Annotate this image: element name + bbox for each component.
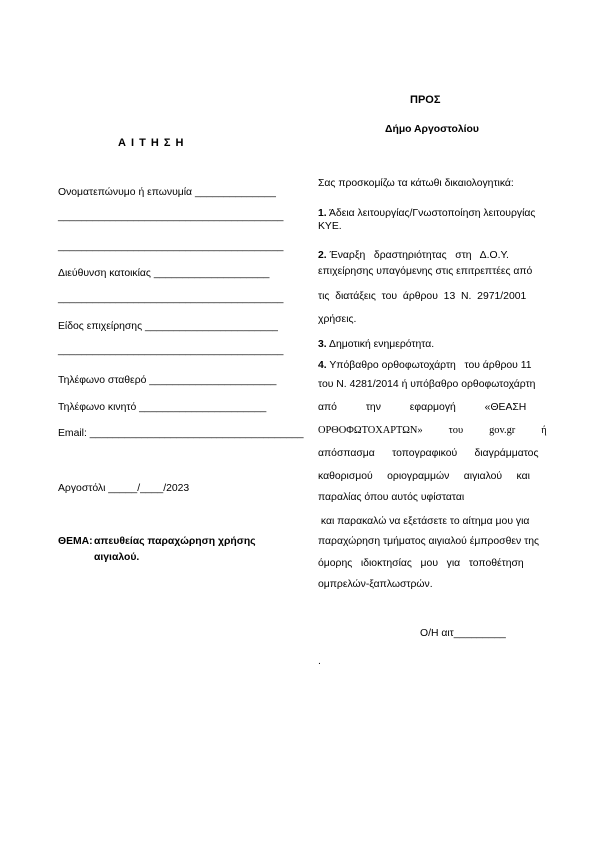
signature-line[interactable]: Ο/Η αιτ_________ [420, 628, 506, 639]
item-4-line-6: καθορισμού οριογραμμών αιγιαλού και [318, 471, 530, 482]
item-4-line-5: απόσπασμα τοπογραφικού διαγράμματος [318, 448, 539, 459]
item-1-line-1: 1. Άδεια λειτουργίας/Γνωστοποίηση λειτουργίας [318, 208, 536, 219]
item-4-line-4: ΟΡΘΟΦΩΤΟΧΑΡΤΩΝ» του gov.gr ή [318, 425, 547, 436]
date-line[interactable]: Αργοστόλι _____/____/2023 [58, 483, 190, 494]
item-2-line-1: 2. Έναρξη δραστηριότητας στη Δ.Ο.Υ. [318, 250, 509, 261]
recipient-heading: ΠΡΟΣ [410, 94, 441, 106]
name-field-blank-1[interactable]: _______________________________________ [58, 211, 284, 222]
item-2-number: 2. [318, 250, 327, 261]
phone-fixed-field[interactable]: Τηλέφωνο σταθερό ______________________ [58, 375, 277, 386]
item-2-line-2: επιχείρησης υπαγόμενης στις επιτρεπτέες από [318, 266, 533, 277]
item-4-line-3: από την εφαρμογή «ΘΕΑΣΗ [318, 402, 527, 413]
intro-text: Σας προσκομίζω τα κάτωθι δικαιολογητικά: [318, 178, 514, 189]
trailing-dot: . [318, 656, 321, 667]
address-field-blank[interactable]: _______________________________________ [58, 293, 284, 304]
recipient-name: Δήμο Αργοστολίου [385, 124, 479, 135]
item-1-number: 1. [318, 208, 327, 219]
form-title: Α Ι Τ Η Σ Η [118, 137, 185, 149]
item-4-line-1: 4. Υπόβαθρο ορθοφωτοχάρτη του άρθρου 11 [318, 360, 532, 371]
subject-line-1: απευθείας παραχώρηση χρήσης [94, 536, 256, 547]
item-3-number: 3. [318, 339, 327, 350]
item-1-line-2: ΚΥΕ. [318, 221, 342, 232]
phone-mobile-field[interactable]: Τηλέφωνο κινητό ______________________ [58, 402, 267, 413]
item-4-line-7: παραλίας όπου αυτός υφίσταται [318, 492, 465, 503]
business-type-field-label[interactable]: Είδος επιχείρησης _______________________ [58, 321, 278, 332]
subject-label: ΘΕΜΑ: [58, 536, 93, 547]
item-3-line-1: 3. Δημοτική ενημερότητα. [318, 339, 435, 350]
name-field-blank-2[interactable]: _______________________________________ [58, 241, 284, 252]
closing-line-1: και παρακαλώ να εξετάσετε το αίτημα μου για [318, 516, 530, 527]
item-2-line-4: χρήσεις. [318, 314, 357, 325]
subject-line-2: αιγιαλού. [94, 552, 140, 563]
item-4-line-2: του Ν. 4281/2014 ή υπόβαθρο ορθοφωτοχάρτη [318, 379, 536, 390]
closing-line-4: ομπρελών-ξαπλωστρών. [318, 579, 433, 590]
name-field-label[interactable]: Ονοματεπώνυμο ή επωνυμία ______________ [58, 187, 276, 198]
closing-line-2: παραχώρηση τμήματος αιγιαλού έμπροσθεν της [318, 536, 539, 547]
address-field-label[interactable]: Διεύθυνση κατοικίας ____________________ [58, 268, 270, 279]
business-type-field-blank[interactable]: _______________________________________ [58, 345, 284, 356]
item-4-number: 4. [318, 360, 327, 371]
item-2-line-3: τις διατάξεις του άρθρου 13 Ν. 2971/2001 [318, 291, 527, 302]
closing-line-3: όμορης ιδιοκτησίας μου για τοποθέτηση [318, 558, 524, 569]
email-field[interactable]: Email: _____________________________________ [58, 428, 304, 439]
